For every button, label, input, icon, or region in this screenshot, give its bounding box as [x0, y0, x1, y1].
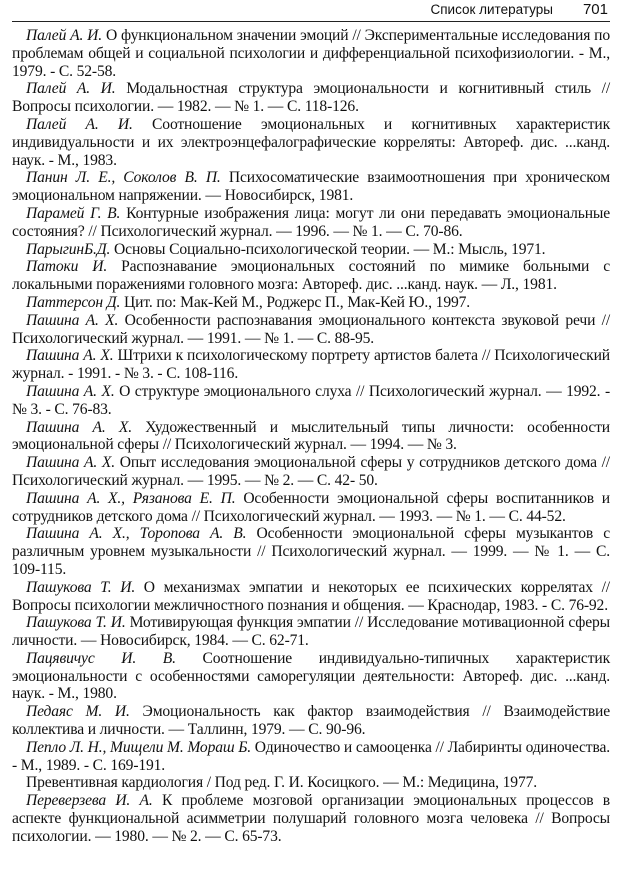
reference-text: О механизмах эмпатии и некоторых ее психических коррелятах // Вопросы психологии межличностного познания и общения. — Краснодар, 1983. - С. 76-92.: [12, 578, 610, 614]
reference-entry: [12, 312, 610, 348]
reference-entry: [12, 703, 610, 739]
reference-author: Панин Л. Е., Соколов В. П.: [26, 169, 221, 187]
reference-text: Одиночество и самооценка // Лабиринты одиночества. - М., 1989. - С. 169-191.: [12, 738, 610, 774]
reference-author: Пашина А. Х.: [26, 347, 114, 365]
reference-author: Парамей Г. В.: [26, 204, 121, 222]
reference-author: Пашина А. Х.: [26, 454, 115, 472]
reference-text: Контурные изображения лица: могут ли они передавать эмоциональные состояния? // Психологический журнал. — 1996. — № 1. — С. 70-86.: [12, 204, 610, 240]
reference-entry: [12, 80, 610, 116]
reference-entry: [12, 347, 610, 383]
reference-text: К проблеме мозговой организации эмоциональных процессов в аспекте функциональной асимметрии полушарий головного мозга человека // Вопросы психологии. — 1980. — № 2. — С. 65-73.: [12, 792, 610, 845]
reference-entry: [12, 579, 610, 615]
reference-entry: [12, 650, 610, 703]
reference-entry: [12, 739, 610, 775]
reference-entry: [12, 383, 610, 419]
reference-author: Пашина А. Х.: [26, 311, 119, 329]
reference-entry: [12, 792, 610, 845]
reference-text: Художественный и мыслительный типы личности: особенности эмоциональной сферы // Психологический журнал. — 1994. — № 3.: [12, 418, 610, 454]
reference-text: Штрихи к психологическому портрету артистов балета // Психологический журнал. - 1991. - № 3. - С. 108-116.: [12, 347, 610, 383]
reference-author: Палей А. И.: [26, 80, 116, 98]
reference-author: Пашукова Т. И.: [26, 614, 126, 632]
reference-author: Палей А. И.: [26, 27, 103, 44]
section-title: Список литературы: [430, 2, 553, 17]
reference-author: Педаяс М. И.: [26, 703, 130, 721]
reference-entry: [12, 258, 610, 294]
reference-text: Распознавание эмоциональных состояний по мимике больными с локальными поражениями головного мозга: Автореф. дис. ...канд. наук. — Л., 1981.: [12, 258, 611, 294]
reference-entry: [12, 169, 610, 205]
reference-author: Переверзева И. А.: [26, 792, 153, 810]
reference-entry: [12, 294, 610, 312]
reference-author: Пашина А. Х., Рязанова Е. П.: [26, 489, 236, 507]
reference-author: Паттерсон Д.: [26, 293, 121, 311]
reference-text: Превентивная кардиология / Под ред. Г. И. Косицкого. — М.: Медицина, 1977.: [26, 774, 537, 792]
reference-text: Основы Социально-психологической теории. — М.: Мысль, 1971.: [110, 240, 546, 258]
reference-entry: [12, 205, 610, 241]
reference-author: Пашина А. Х.: [26, 418, 132, 436]
reference-entry: [12, 490, 610, 526]
reference-text: О структуре эмоционального слуха // Психологический журнал. — 1992. - № 3. - С. 76-83.: [12, 382, 610, 418]
reference-text: Опыт исследования эмоциональной сферы у сотрудников детского дома // Психологический журнал. — 1995. — № 2. — С. 42- 50.: [12, 454, 610, 489]
page-number: 701: [582, 1, 608, 18]
reference-text: Особенности эмоциональной сферы музыкантов с различным уровнем музыкальности // Психологический журнал. — 1999. — № 1. — С. 109-115.: [12, 525, 610, 578]
reference-text: О функциональном значении эмоций // Экспериментальные исследования по проблемам общей и социальной психологии и дифференциальной психофизиологии. - М., 1979. - С. 52-58.: [12, 27, 610, 80]
reference-entry: [12, 116, 610, 169]
reference-text: Эмоциональность как фактор взаимодействия // Взаимодействие коллектива и личности. — Таллинн, 1979. — С. 90-96.: [12, 703, 610, 739]
reference-author: Пашукова Т. И.: [26, 578, 136, 596]
reference-text: Цит. по: Мак-Кей М., Роджерс П., Мак-Кей Ю., 1997.: [120, 293, 471, 311]
reference-entry: [12, 419, 610, 455]
reference-author: Пашина А. Х.: [26, 382, 115, 400]
reference-author: ПарыгинБ.Д.: [26, 240, 111, 258]
reference-text: Мотивирующая функция эмпатии // Исследование мотивационной сферы личности. — Новосибирск, 1984. — С. 62-71.: [12, 614, 610, 650]
reference-entry: [12, 454, 610, 490]
reference-text: Модальностная структура эмоциональности и когнитивный стиль // Вопросы психологии. — 1982. — № 1. — С. 118-126.: [12, 80, 610, 116]
reference-entry: [12, 27, 610, 80]
reference-text: Психосоматические взаимоотношения при хроническом эмоциональном напряжении. — Новосибирск, 1981.: [12, 169, 610, 205]
reference-text: Соотношение эмоциональных и когнитивных характеристик индивидуальности и их электроэнцефалографические корреляты: Автореф. дис. ...канд. наук. - М., 1983.: [12, 115, 611, 169]
reference-text: Особенности эмоциональной сферы воспитанников и сотрудников детского дома // Психологический журнал. — 1993. — № 1. — С. 44-52.: [12, 489, 610, 525]
reference-text: Соотношение индивидуально-типичных характеристик эмоциональности с особенностями саморегуляции деятельности: Автореф. дис. ...канд. наук. - М., 1980.: [12, 649, 610, 703]
reference-entry: [12, 525, 610, 578]
reference-entry: [12, 241, 610, 259]
reference-author: Пацявичус И. В.: [26, 649, 176, 667]
reference-author: Патоки И.: [26, 258, 108, 276]
reference-author: Пашина А. Х., Торопова А. В.: [26, 525, 247, 543]
reference-author: Палей А. И.: [26, 115, 133, 133]
reference-author: Пепло Л. Н., Мищели М. Мораш Б.: [26, 738, 252, 756]
reference-entry: [12, 614, 610, 650]
reference-entry: [12, 774, 610, 792]
reference-list: [12, 27, 610, 846]
running-header: [12, 0, 610, 22]
reference-text: Особенности распознавания эмоционального контекста звуковой речи // Психологический журнал. — 1991. — № 1. — С. 88-95.: [12, 311, 610, 347]
